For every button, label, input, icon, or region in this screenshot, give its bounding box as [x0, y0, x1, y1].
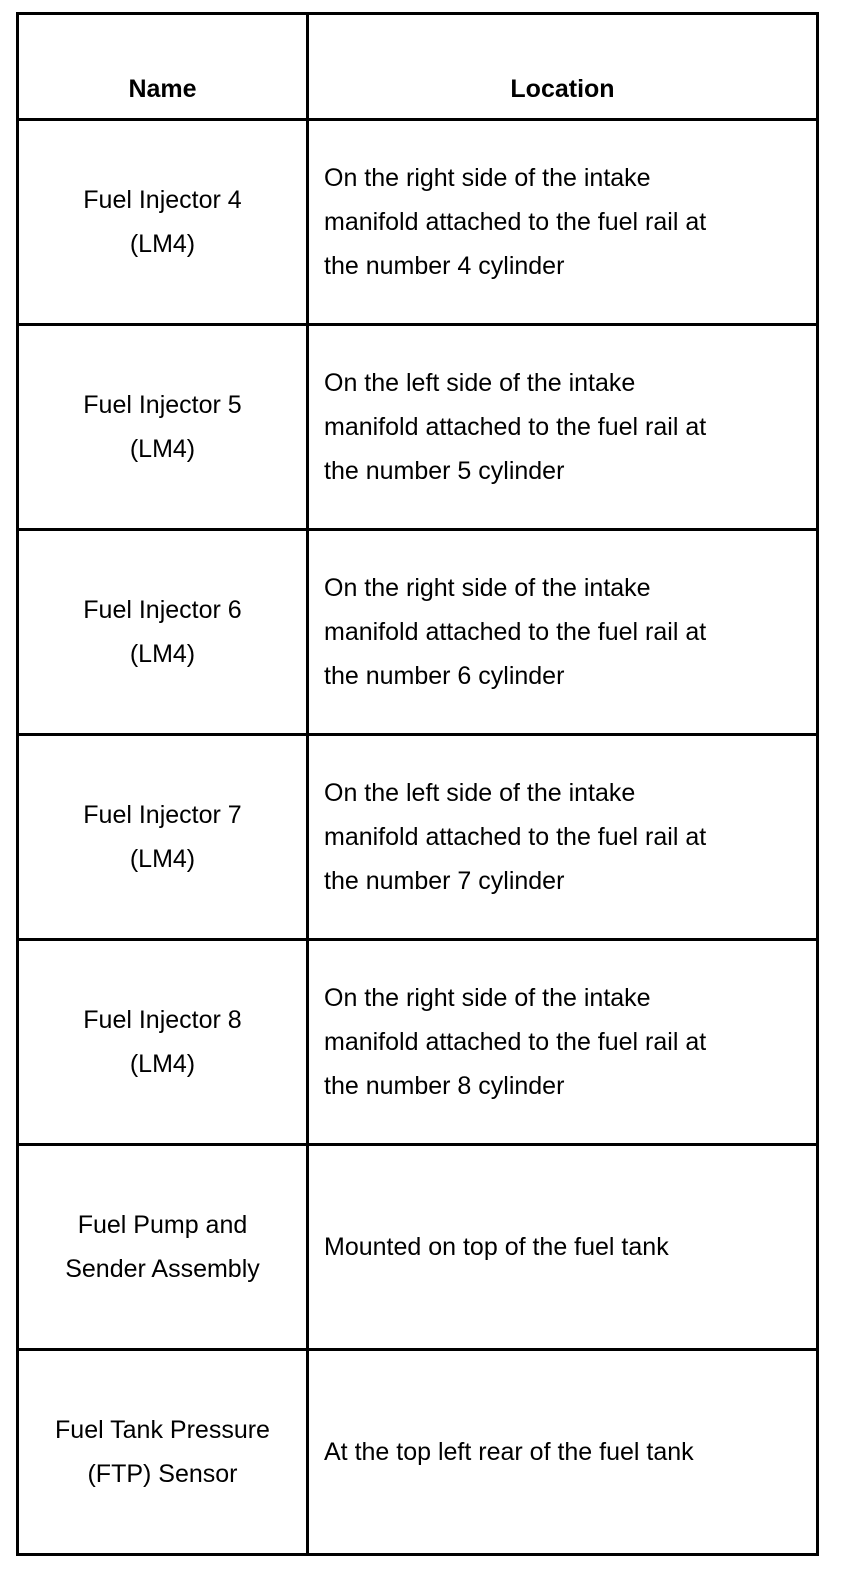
table-row	[18, 120, 818, 325]
component-location-line: On the left side of the intake	[324, 779, 636, 807]
component-location-line: At the top left rear of the fuel tank	[324, 1438, 694, 1466]
component-name-line: Fuel Tank Pressure	[55, 1416, 270, 1444]
component-location-line: the number 7 cylinder	[324, 867, 565, 895]
component-location-line: the number 8 cylinder	[324, 1072, 565, 1100]
component-name-cell	[18, 325, 308, 530]
component-location-line: On the right side of the intake	[324, 984, 651, 1012]
location-column-header: Location	[308, 14, 818, 120]
name-column-header: Name	[18, 14, 308, 120]
component-location-line: On the left side of the intake	[324, 369, 636, 397]
component-location-line: On the right side of the intake	[324, 574, 651, 602]
component-name-line: Fuel Injector 5	[83, 391, 242, 419]
component-location-line: On the right side of the intake	[324, 164, 651, 192]
component-name-line: (LM4)	[129, 845, 196, 873]
table-row	[18, 1350, 818, 1555]
component-location-cell	[308, 1145, 818, 1350]
table-row	[18, 530, 818, 735]
component-name-cell	[18, 940, 308, 1145]
component-location-line: the number 4 cylinder	[324, 252, 565, 280]
table-row	[18, 735, 818, 940]
component-location-cell	[308, 1350, 818, 1555]
component-name-line: (LM4)	[129, 640, 196, 668]
component-location-line: manifold attached to the fuel rail at	[324, 618, 707, 646]
header-row	[18, 14, 818, 120]
component-name-line: Fuel Injector 7	[83, 801, 242, 829]
component-location-line: manifold attached to the fuel rail at	[324, 413, 707, 441]
component-location-line: manifold attached to the fuel rail at	[324, 823, 707, 851]
component-name-cell	[18, 530, 308, 735]
component-location-line: Mounted on top of the fuel tank	[324, 1233, 669, 1261]
component-name-line: Sender Assembly	[65, 1255, 260, 1283]
component-name-cell	[18, 1350, 308, 1555]
component-name-line: Fuel Injector 4	[83, 186, 242, 214]
component-name-line: (FTP) Sensor	[87, 1460, 238, 1488]
component-name-line: Fuel Injector 6	[83, 596, 242, 624]
component-name-line: Fuel Pump and	[77, 1211, 248, 1239]
component-location-line: manifold attached to the fuel rail at	[324, 208, 707, 236]
component-name-line: (LM4)	[129, 435, 196, 463]
table-body	[18, 120, 818, 1555]
component-name-cell	[18, 1145, 308, 1350]
table-row	[18, 1145, 818, 1350]
component-location-cell	[308, 735, 818, 940]
component-location-line: manifold attached to the fuel rail at	[324, 1028, 707, 1056]
component-name-line: (LM4)	[129, 1050, 196, 1078]
component-name-cell	[18, 120, 308, 325]
component-location-cell	[308, 940, 818, 1145]
table-row	[18, 940, 818, 1145]
component-name-line: Fuel Injector 8	[83, 1006, 242, 1034]
table-row	[18, 325, 818, 530]
component-location-line: the number 6 cylinder	[324, 662, 565, 690]
component-name-cell	[18, 735, 308, 940]
component-location-cell	[308, 325, 818, 530]
component-location-cell	[308, 530, 818, 735]
component-location-cell	[308, 120, 818, 325]
component-location-table	[16, 12, 819, 1556]
component-name-line: (LM4)	[129, 230, 196, 258]
component-location-line: the number 5 cylinder	[324, 457, 565, 485]
